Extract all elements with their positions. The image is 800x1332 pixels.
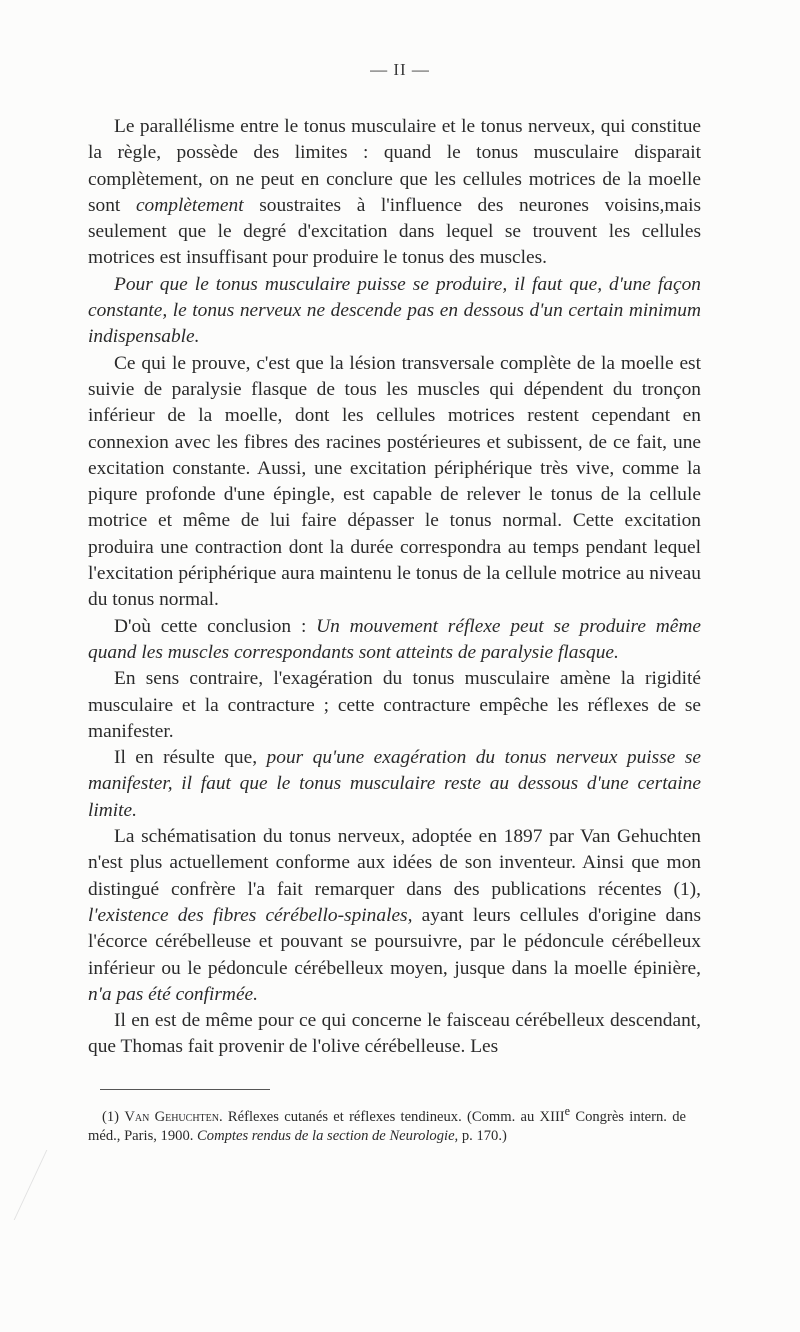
footnote-marker: (1) — [102, 1108, 120, 1125]
text-run: Il en est de même pour ce qui concerne le faisceau cérébelleux descendant, que Thomas fait provenir de l'olive cérébelleuse. Les — [88, 1010, 701, 1058]
text-run: En sens contraire, l'exagération du tonus musculaire amène la rigidité musculaire et la contracture ; cette contracture empêche les réflexes de se manifester. — [88, 668, 701, 742]
text-run: soustraites à l'influence des neurones voisins,mais seulement que le degré d'excitation dans lequel se trouvent les cellules motrices est insuffisant pour produire le tonus des muscles. — [88, 194, 702, 269]
paragraph — [88, 351, 701, 614]
text-run: ayant leurs cellules d'origine dans l'écorce cérébelleuse et pouvant se poursuivre, par le pédoncule cérébelleux inférieur ou le pédoncule cérébelleux moyen, jusque dans la moelle épinière, — [88, 904, 701, 979]
footnote-rule — [100, 1089, 270, 1090]
italic-run: complètement — [135, 194, 244, 216]
text-run: Ce qui le prouve, c'est que la lésion transversale complète de la moelle est suivie de paralysie flasque de tous les muscles qui dépendent du tronçon inférieur de la moelle, dont les cellules motrices restent cependant en connexion avec les fibres des racines postérieures et subissent, de ce fait, une excitation constante. Aussi, une excitation périphérique très vive, comme la piqure profonde d'une épingle, est capable de relever le tonus de la cellule motrice et même de lui faire dépasser le tonus normal. Cette excitation produira une contraction dont la durée correspondra au temps pendant lequel l'excitation périphérique aura maintenu le tonus de la cellule motrice au niveau du tonus normal. — [88, 352, 701, 611]
page-edge-mark — [0, 1150, 47, 1220]
italic-run: n'a pas été confirmée. — [88, 983, 258, 1005]
paragraph — [88, 745, 701, 824]
italic-run: l'existence des fibres cérébello-spinales, — [88, 904, 413, 926]
footnote-author: Van Gehuchten. — [124, 1108, 223, 1125]
text-run: La schématisation du tonus nerveux, adoptée en 1897 par Van Gehuchten n'est plus actuellement conforme aux idées de son inventeur. Ainsi que mon distingué confrère l'a fait remarquer dans des publications récentes (1), — [88, 826, 701, 900]
italic-run: Un mouvement réflexe peut se produire même quand les muscles correspondants sont atteints de paralysie flasque. — [88, 615, 701, 663]
page-number: — II — — [370, 60, 430, 79]
paragraph — [88, 824, 701, 1008]
footnote-text-2: Congrès intern. de méd., Paris, 1900. — [88, 1108, 686, 1144]
italic-run: Pour que le tonus musculaire puisse se produire, il faut que, d'une façon constante, le tonus nerveux ne descende pas en dessous d'un certain minimum indispensable. — [88, 273, 701, 348]
paragraph — [88, 614, 701, 667]
footnote-superscript: e — [564, 1104, 571, 1118]
italic-run: pour qu'une exagération du tonus nerveux puisse se manifester, il faut que le tonus musculaire reste au dessous d'une certaine limite. — [88, 747, 701, 821]
footnote — [88, 1102, 686, 1146]
paragraph — [88, 1008, 701, 1061]
footnote-journal: Comptes rendus de la section de Neurologie, — [197, 1127, 459, 1144]
text-run: D'où cette conclusion : — [114, 615, 317, 637]
body-text — [88, 114, 701, 1061]
paragraph — [88, 114, 701, 272]
footnote-text-3: p. 170.) — [458, 1127, 507, 1144]
footnote-text-1: Réflexes cutanés et réflexes tendineux. (Comm. au XIII — [222, 1108, 565, 1125]
text-run: Le parallélisme entre le tonus musculaire et le tonus nerveux, qui constitue la règle, possède des limites : quand le tonus musculaire disparait complètement, on ne peut en conclure que les cellules motrices de la moelle sont — [88, 116, 701, 216]
paragraph — [88, 272, 701, 351]
text-run: Il en résulte que, — [114, 747, 267, 769]
paragraph — [88, 666, 701, 745]
footnote-text — [88, 1102, 686, 1146]
